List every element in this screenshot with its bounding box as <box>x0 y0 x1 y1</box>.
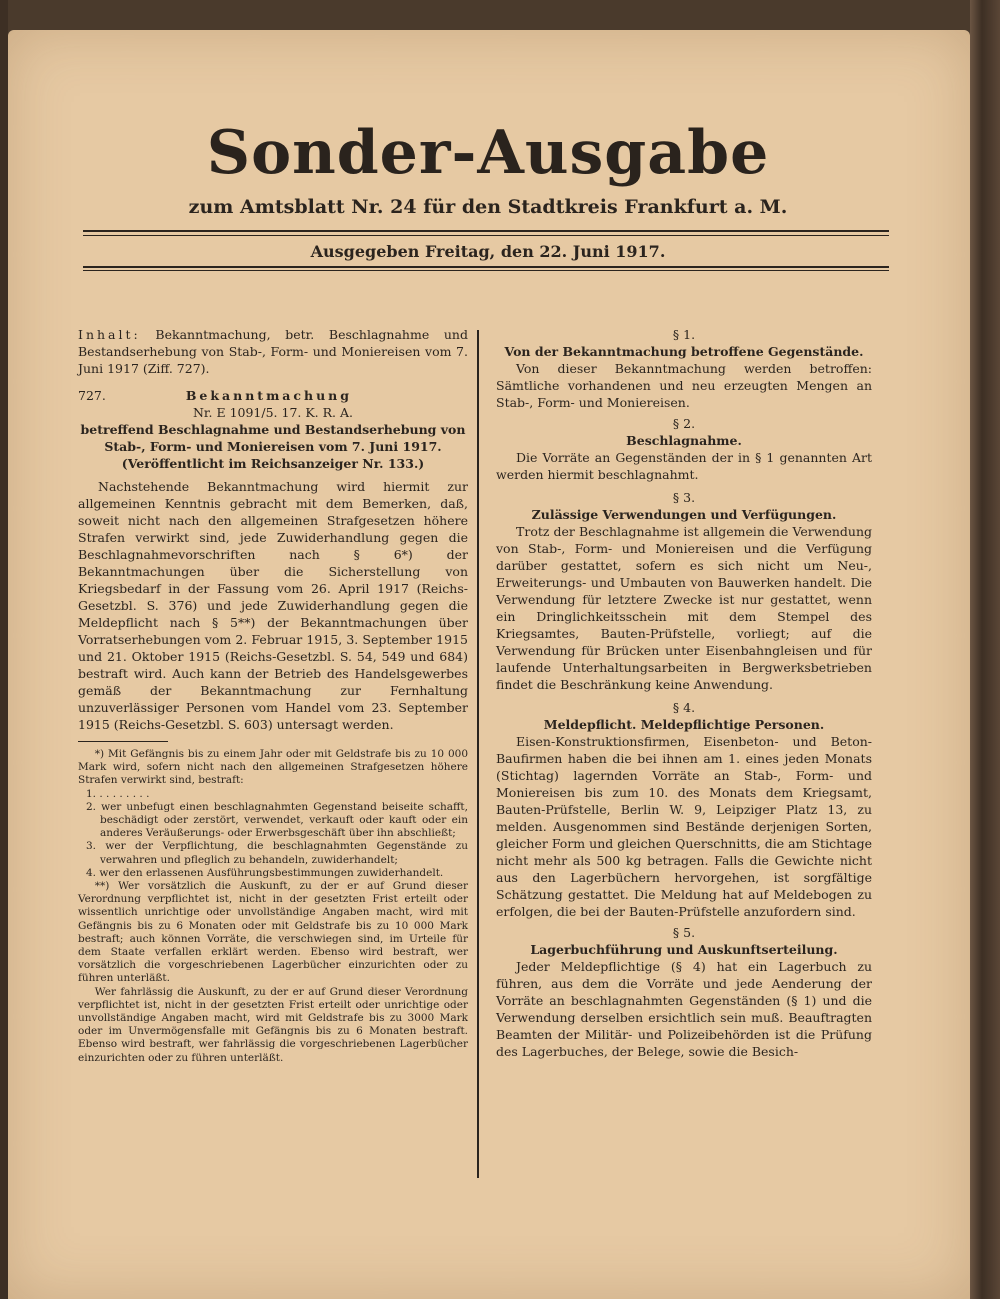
book-binding-left <box>0 0 8 1299</box>
notice-heading-row <box>78 387 468 404</box>
left-column <box>78 326 468 1065</box>
notice-reference: Nr. E 1091/5. 17. K. R. A. <box>192 405 353 420</box>
notice-publication: (Veröffentlicht im Reichsanzeiger Nr. 133.) <box>121 456 425 471</box>
issue-date: Ausgegeben Freitag, den 22. Juni 1917. <box>310 242 666 261</box>
section-5-number: § 5. <box>672 925 696 940</box>
date-rule-thin <box>83 270 889 271</box>
section-1-title: Von der Bekanntmachung betroffene Gegenstände. <box>504 344 864 359</box>
footnote-item-2: 2. wer unbefugt einen beschlagnahmten Gegenstand beiseite schafft, beschädigt oder zerstört, verwendet, verkauft oder kauft oder ein anderes Veräußerungs- oder Erwerbsgeschäft über ihn abschließt; <box>86 800 468 840</box>
section-1-body: Von dieser Bekanntmachung werden betroffen: Sämtliche vorhandenen und neu erzeugten Mengen an Stab-, Form- und Moniereisen. <box>496 361 872 410</box>
document-page <box>8 30 970 1299</box>
section-4-title: Meldepflicht. Meldepflichtige Personen. <box>543 717 825 732</box>
section-5-title: Lagerbuchführung und Auskunftserteilung. <box>530 942 838 957</box>
book-edge-right <box>970 0 1000 1299</box>
notice-subject: betreffend Beschlagnahme und Bestandserhebung von Stab-, Form- und Moniereisen vom 7. Juni 1917. <box>80 422 466 454</box>
section-2-number: § 2. <box>672 416 696 431</box>
footnote-item-1: 1. . . . . . . . . <box>86 787 150 800</box>
masthead-subtitle: zum Amtsblatt Nr. 24 für den Stadtkreis Frankfurt a. M. <box>188 196 788 218</box>
right-column <box>496 326 872 1060</box>
section-2-title: Beschlagnahme. <box>626 433 742 448</box>
column-divider <box>477 330 479 1178</box>
contents-label: Inhalt: <box>78 327 141 342</box>
masthead-rule <box>83 230 889 232</box>
section-4-body: Eisen-Konstruktionsfirmen, Eisenbeton- und Beton-Baufirmen haben die bei ihnen am 1. eines jeden Monats (Stichtag) lagernden Vorräte an Stab-, Form- und Moniereisen bis zum 10. des Monats dem Kriegsamt, Bauten-Prüfstelle, Berlin W. 9, Leipziger Platz 13, zu melden. Ausgenommen sind Bestände derjenigen Sorten, gleicher Form und gleichen Querschnitts, die am Stichtage nicht mehr als 500 kg betragen. Falls die Gewichte nicht aus den Lagerbüchern hervorgehen, ist sorgfältige Schätzung gestattet. Die Meldung hat auf Meldebogen zu erfolgen, die bei der Bauten-Prüfstelle anzufordern sind. <box>496 734 872 919</box>
masthead-title: Sonder-Ausgabe <box>206 118 770 188</box>
section-3-title: Zulässige Verwendungen und Verfügungen. <box>531 507 837 522</box>
footnote-2: **) Wer vorsätzlich die Auskunft, zu der er auf Grund dieser Verordnung verpflichtet ist, nicht in der gesetzten Frist erteilt oder wissentlich unrichtige oder unvollständige Angaben macht, wird mit Gefängnis bis zu 6 Monaten oder mit Geldstrafe bis zu 10 000 Mark bestraft; auch können Vorräte, die verschwiegen sind, im Urteile für dem Staate verfallen erklärt werden. Ebenso wird bestraft, wer vorsätzlich die vorgeschriebenen Lagerbücher einzurichten oder zu führen unterläßt. <box>78 880 468 985</box>
footnote-3: Wer fahrlässig die Auskunft, zu der er auf Grund dieser Verordnung verpflichtet ist, nicht in der gesetzten Frist erteilt oder unrichtige oder unvollständige Angaben macht, wird mit Geldstrafe bis zu 3000 Mark oder im Unvermögensfalle mit Gefängnis bis zu 6 Monaten bestraft. Ebenso wird bestraft, wer fahrlässig die vorgeschriebenen Lagerbücher einzurichten oder zu führen unterläßt. <box>78 985 468 1064</box>
section-1-number: § 1. <box>672 327 696 342</box>
notice-number: 727. <box>78 388 106 403</box>
section-3-body: Trotz der Beschlagnahme ist allgemein die Verwendung von Stab-, Form- und Moniereisen und die Verfügung darüber gestattet, sofern es sich nicht um Neu-, Erweiterungs- und Umbauten von Bauwerken handelt. Die Verwendung für letztere Zwecke ist nur gestattet, wenn ein Dringlichkeitsschein mit dem Stempel des Kriegsamtes, Bauten-Prüfstelle, vorliegt; auf die Verwendung für Brücken unter Eisenbahngleisen und für laufende Unterhaltungsarbeiten in Bergwerksbetrieben findet die Beschränkung keine Anwendung. <box>496 524 872 692</box>
notice-body: Nachstehende Bekanntmachung wird hiermit zur allgemeinen Kenntnis gebracht mit dem Bemerken, daß, soweit nicht nach den allgemeinen Strafgesetzen höhere Strafen verwirkt sind, jede Zuwiderhandlung gegen die Beschlagnahmevorschriften nach § 6*) der Bekanntmachungen über die Sicherstellung von Kriegsbedarf in der Fassung vom 26. April 1917 (Reichs-Gesetzbl. S. 376) und jede Zuwiderhandlung gegen die Meldepflicht nach § 5**) der Bekanntmachungen über Vorratserhebungen vom 2. Februar 1915, 3. September 1915 und 21. Oktober 1915 (Reichs-Gesetzbl. S. 54, 549 und 684) bestraft wird. Auch kann der Betrieb des Handelsgewerbes gemäß der Bekanntmachung zur Fernhaltung unzuverlässiger Personen vom Handel vom 23. September 1915 (Reichs-Gesetzbl. S. 603) untersagt werden. <box>78 479 468 732</box>
footnote-item-3: 3. wer der Verpflichtung, die beschlagnahmten Gegenstände zu verwahren und pfleglich zu behandeln, zuwiderhandelt; <box>86 840 468 866</box>
section-3-number: § 3. <box>672 490 696 505</box>
footnote-1: *) Mit Gefängnis bis zu einem Jahr oder mit Geldstrafe bis zu 10 000 Mark wird, sofern nicht nach den allgemeinen Strafgesetzen höhere Strafen verwirkt sind, bestraft: <box>78 748 468 787</box>
date-rule <box>83 266 889 268</box>
contents-summary <box>78 326 468 377</box>
footnote-item-4: 4. wer den erlassenen Ausführungsbestimmungen zuwiderhandelt. <box>86 866 444 879</box>
footnote-rule <box>78 741 168 742</box>
section-2-body: Die Vorräte an Gegenständen der in § 1 genannten Art werden hiermit beschlagnahmt. <box>496 450 872 482</box>
section-4-number: § 4. <box>672 700 696 715</box>
notice-heading: Bekanntmachung <box>185 388 353 403</box>
contents-text: Bekanntmachung, betr. Beschlagnahme und Bestandserhebung von Stab-, Form- und Moniereisen vom 7. Juni 1917 (Ziff. 727). <box>78 327 468 376</box>
section-5-body: Jeder Meldepflichtige (§ 4) hat ein Lagerbuch zu führen, aus dem die Vorräte und jede Aenderung der Vorräte an beschlagnahmten Gegenständen (§ 1) und die Verwendung derselben ersichtlich sein muß. Beauftragten Beamten der Militär- und Polizeibehörden ist die Prüfung des Lagerbuches, der Belege, sowie die Besich- <box>496 959 872 1059</box>
masthead-rule-thin <box>83 235 889 236</box>
